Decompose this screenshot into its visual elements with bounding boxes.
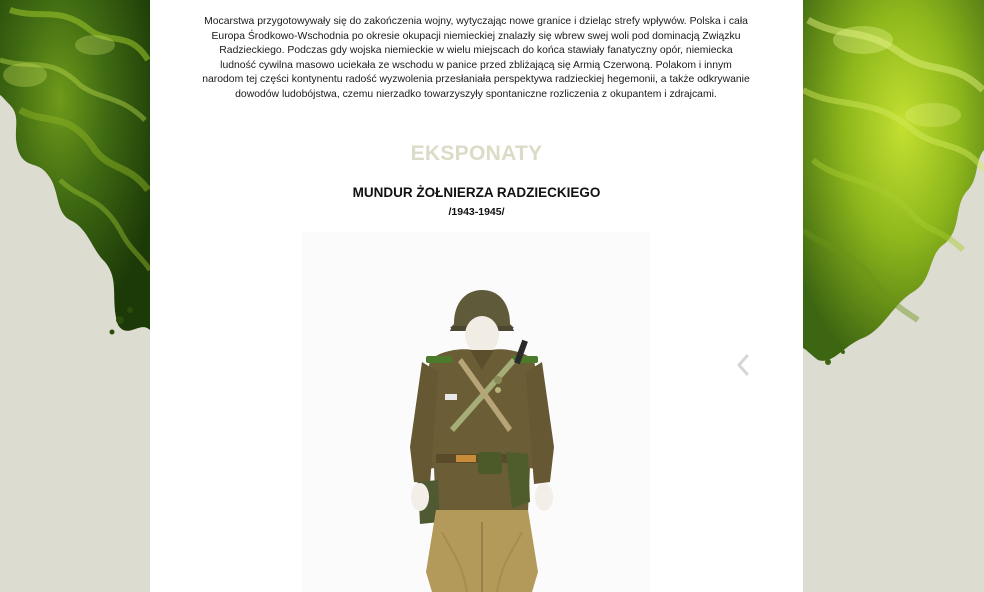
soldier-uniform-image (302, 232, 650, 592)
exhibit-photo (302, 232, 650, 592)
exhibit-title: MUNDUR ŻOŁNIERZA RADZIECKIEGO (352, 185, 601, 200)
section-title: EKSPONATY (410, 142, 543, 165)
carousel-prev-button[interactable] (733, 352, 753, 378)
right-decoration (803, 0, 984, 592)
exhibit-date: /1943-1945/ (448, 206, 505, 218)
chevron-left-icon (733, 352, 753, 378)
left-green-splash (0, 0, 150, 592)
intro-paragraph: Mocarstwa przygotowywały się do zakończenia wojny, wytyczając nowe granice i dzieląc strefy wpływów. Polska i cała Europa Środkowo-Wschodnia po okresie okupacji niemieckiej znalazły się wbrew swej woli pod dominacją Związku Radzieckiego. Podczas gdy wojska niemieckie w wielu miejscach do końca stawiały fanatyczny opór, niemiecka ludność cywilna masowo uciekała ze wschodu w panice przed zbliżającą się Armią Czerwoną. Polakom i innym narodom tej części kontynentu radość wyzwolenia przesłaniała perspektywa radzieckiej hegemonii, a także odkrywanie dowodów ludobójstwa, czemu nierzadko towarzyszyły spontaniczne rozliczenia z okupantem i zdrajcami. (202, 16, 750, 100)
main-content (150, 0, 803, 592)
left-decoration (0, 0, 150, 592)
right-green-splash (803, 0, 984, 592)
